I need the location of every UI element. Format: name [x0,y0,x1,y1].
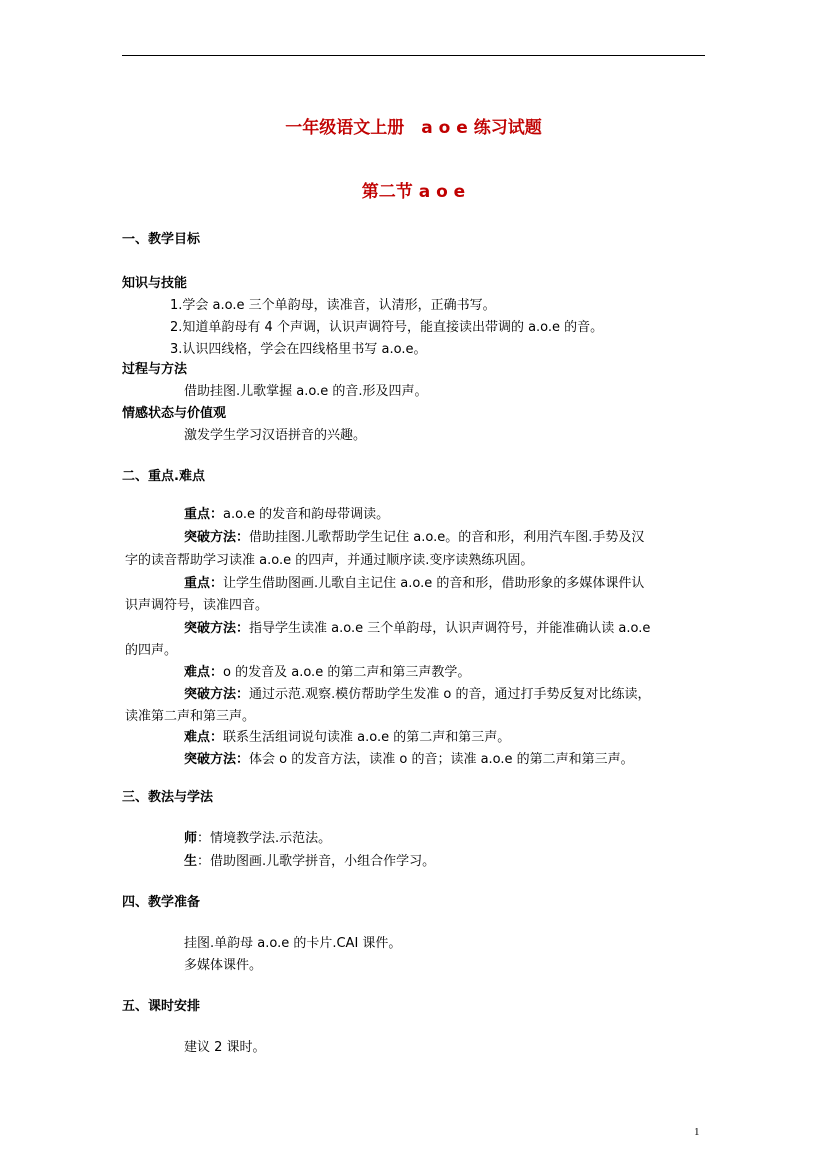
key-point-2-cont: 识声调符号，读准四音。 [125,598,269,613]
knowledge-item-2: 2.知道单韵母有 4 个声调，认识声调符号，能直接读出带调的 a.o.e 的音。 [170,320,604,335]
process-method-text: 借助挂图.儿歌掌握 a.o.e 的音.形及四声。 [184,384,428,399]
key-point-1 [184,503,389,522]
section-5-heading: 五、课时安排 [122,999,201,1014]
student-method [184,850,435,869]
method-1 [184,526,644,545]
preparation-line-1: 挂图.单韵母 a.o.e 的卡片.CAI 课件。 [184,936,402,951]
section-2-heading: 二、重点.难点 [122,469,205,484]
preparation-line-2: 多媒体课件。 [184,958,263,973]
attitude-heading: 情感状态与价值观 [122,406,227,421]
section-3-heading: 三、教法与学法 [122,790,214,805]
knowledge-item-3: 3.认识四线格，学会在四线格里书写 a.o.e。 [170,342,427,357]
key-point-label: 重点： [184,576,224,591]
process-method-heading: 过程与方法 [122,362,188,377]
section-1-heading: 一、教学目标 [122,232,201,247]
attitude-text: 激发学生学习汉语拼音的兴趣。 [184,428,367,443]
knowledge-item-1: 1.学会 a.o.e 三个单韵母，读准音，认清形，正确书写。 [170,298,496,313]
teacher-method [184,827,331,846]
key-point-label: 重点： [184,507,224,522]
document-title: 一年级语文上册 a o e 练习试题 [285,118,542,138]
difficulty-text: o 的发音及 a.o.e 的第二声和第三声教学。 [223,665,471,680]
document-subtitle: 第二节 a o e [361,182,466,202]
method-label: 突破方法： [184,621,250,636]
method-text: 借助挂图.儿歌帮助学生记住 a.o.e。的音和形，利用汽车图.手势及汉 [249,530,645,545]
key-point-text: 让学生借助图画.儿歌自主记住 a.o.e 的音和形，借助形象的多媒体课件认 [223,576,645,591]
method-4 [184,748,634,767]
key-point-text: a.o.e 的发音和韵母带调读。 [223,507,390,522]
method-3 [184,683,651,702]
teacher-label: 师 [184,831,198,846]
page-number: 1 [694,1126,700,1138]
method-text: 指导学生读准 a.o.e 三个单韵母，认识声调符号，并能准确认读 a.o.e [249,621,651,636]
schedule-line-1: 建议 2 课时。 [184,1040,266,1055]
header-rule [122,55,705,56]
student-text: ：借助图画.儿歌学拼音，小组合作学习。 [197,854,436,869]
method-label: 突破方法： [184,752,250,767]
student-label: 生 [184,854,198,869]
method-2 [184,617,650,636]
method-2-cont: 的四声。 [125,643,178,658]
knowledge-skills-heading: 知识与技能 [122,276,188,291]
method-1-cont: 字的读音帮助学习读准 a.o.e 的四声，并通过顺序读.变序读熟练巩固。 [125,553,534,568]
difficulty-text: 联系生活组词说句读准 a.o.e 的第二声和第三声。 [223,730,511,745]
method-text: 体会 o 的发音方法，读准 o 的音；读准 a.o.e 的第二声和第三声。 [249,752,634,767]
method-text: 通过示范.观察.模仿帮助学生发准 o 的音，通过打手势反复对比练读， [249,687,651,702]
difficulty-2 [184,726,510,745]
method-label: 突破方法： [184,530,250,545]
difficulty-label: 难点： [184,730,224,745]
section-4-heading: 四、教学准备 [122,895,201,910]
difficulty-label: 难点： [184,665,224,680]
difficulty-1 [184,661,470,680]
teacher-text: ：情境教学法.示范法。 [197,831,332,846]
method-3-cont: 读准第二声和第三声。 [125,709,256,724]
key-point-2 [184,572,644,591]
method-label: 突破方法： [184,687,250,702]
